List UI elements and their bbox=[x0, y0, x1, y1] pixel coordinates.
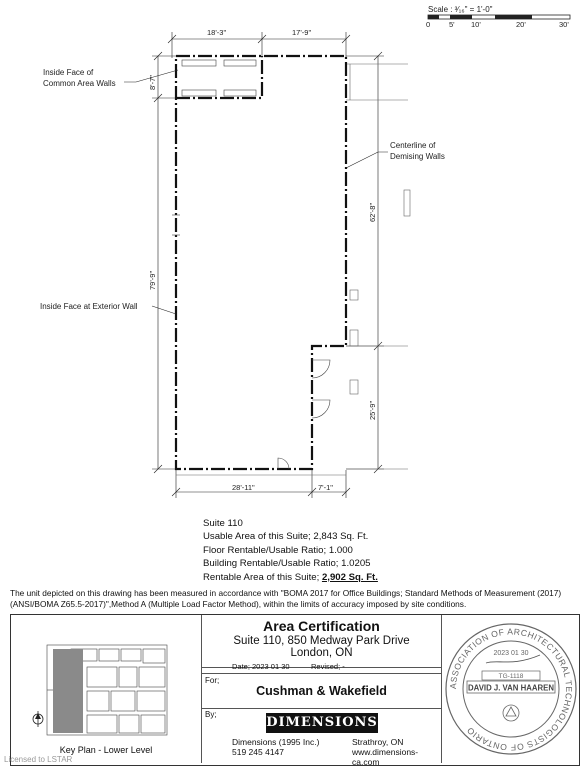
address-line1: Suite 110, 850 Medway Park Drive bbox=[233, 635, 410, 647]
dim-right-lower: 25'-9" bbox=[368, 400, 377, 420]
client-cell bbox=[202, 673, 441, 709]
usable-area-label: Usable Area of this Suite; bbox=[203, 531, 314, 543]
suite-boundary bbox=[176, 56, 346, 469]
license-watermark: Licensed to LSTAR bbox=[4, 755, 73, 764]
scale-tick-0: 0 bbox=[426, 20, 431, 29]
for-label: For; bbox=[205, 676, 220, 685]
rentable-area-label: Rentable Area of this Suite; bbox=[203, 571, 322, 583]
rentable-area-row bbox=[203, 571, 378, 584]
callout-exterior bbox=[40, 302, 176, 314]
top-dimensions bbox=[168, 32, 350, 58]
scale-tick-10: 10' bbox=[471, 20, 481, 29]
interior-fixtures bbox=[172, 60, 330, 469]
key-plan-label: Key Plan - Lower Level bbox=[59, 745, 153, 755]
company-website: www.dimensions-ca.com bbox=[352, 747, 419, 767]
callout-common-area-line1: Inside Face of bbox=[43, 68, 94, 77]
dim-right-upper: 62'-8" bbox=[368, 202, 377, 222]
scale-bar bbox=[426, 5, 570, 29]
dim-top-right: 17'-9" bbox=[292, 28, 312, 37]
suite-name: Suite 110 bbox=[203, 518, 243, 529]
dim-bottom-left: 28'-11" bbox=[232, 483, 255, 492]
dim-top-left: 18'-3" bbox=[207, 28, 227, 37]
right-dimensions bbox=[346, 52, 384, 473]
callout-demising-line1: Centerline of bbox=[390, 141, 436, 150]
callout-demising bbox=[346, 141, 445, 168]
usable-area-value: 2,843 Sq. Ft. bbox=[313, 531, 369, 543]
by-label: By; bbox=[205, 710, 217, 719]
floor-ratio-value: 1.000 bbox=[328, 544, 353, 556]
seal-holder-name: DAVID J. VAN HAAREN bbox=[468, 683, 554, 693]
measurement-note: The unit depicted on this drawing has been measured in accordance with "BOMA 2017 for Office Buildings; Standard Methods of Measurement (2017) (ANSI/BOMA Z65.5-2017)",Method A (Multiple Load Factor Method), within the limits of accuracy imposed by site conditions. bbox=[10, 588, 562, 609]
key-plan bbox=[11, 615, 202, 763]
company-city: Strathroy, ON bbox=[352, 737, 404, 747]
seal-emblem-icon bbox=[503, 705, 519, 721]
seal-cell bbox=[441, 615, 579, 763]
callout-exterior-text: Inside Face at Exterior Wall bbox=[40, 302, 138, 311]
company-name: Dimensions (1995 Inc.) bbox=[232, 737, 320, 747]
scale-tick-5: 5' bbox=[449, 20, 455, 29]
seal-ring-text: ASSOCIATION OF ARCHITECTURAL TECHNOLOGISTS OF ONTARIO bbox=[447, 626, 574, 753]
usable-area-row bbox=[203, 530, 378, 543]
area-summary bbox=[203, 517, 378, 584]
left-dimensions bbox=[152, 52, 178, 473]
professional-seal bbox=[442, 615, 579, 763]
company-contact bbox=[352, 737, 441, 767]
title-cell bbox=[202, 615, 441, 668]
seal-number: TG-1118 bbox=[498, 673, 524, 680]
company-logo: DIMENSIONS bbox=[266, 713, 378, 733]
building-ratio-label: Building Rentable/Usable Ratio; bbox=[203, 558, 342, 570]
north-arrow-icon bbox=[33, 711, 43, 727]
seal-date: 2023 01 30 bbox=[493, 650, 529, 657]
address-line2: London, ON bbox=[290, 647, 353, 659]
title-block bbox=[10, 614, 580, 766]
dim-left-main: 79'-9" bbox=[148, 270, 157, 290]
floor-ratio-label: Floor Rentable/Usable Ratio; bbox=[203, 544, 329, 556]
building-ratio-row bbox=[203, 557, 378, 570]
client-name: Cushman & Wakefield bbox=[256, 684, 387, 698]
revised-text: Revised; - bbox=[311, 662, 345, 671]
drawing-title: Area Certification bbox=[263, 618, 380, 634]
date-text: Date; 2023 01 30 bbox=[232, 662, 290, 671]
key-plan-drawing bbox=[11, 615, 201, 763]
scale-tick-20: 20' bbox=[516, 20, 526, 29]
building-ratio-value: 1.0205 bbox=[341, 558, 371, 570]
key-plan-suite-highlight bbox=[53, 649, 83, 733]
dim-bottom-right: 7'-1" bbox=[318, 483, 333, 492]
company-cell bbox=[202, 708, 441, 767]
scale-tick-30: 30' bbox=[559, 20, 569, 29]
floor-ratio-row bbox=[203, 544, 378, 557]
company-phone: 519 245 4147 bbox=[232, 747, 284, 757]
dim-left-top: 8'-7" bbox=[148, 75, 157, 90]
company-block bbox=[232, 737, 319, 757]
rentable-area-value: 2,902 Sq. Ft. bbox=[321, 571, 378, 583]
callout-demising-line2: Demising Walls bbox=[390, 152, 445, 161]
callout-common-area-line2: Common Area Walls bbox=[43, 79, 116, 88]
scale-text: Scale : ³⁄₁₆" = 1'-0" bbox=[428, 5, 493, 14]
